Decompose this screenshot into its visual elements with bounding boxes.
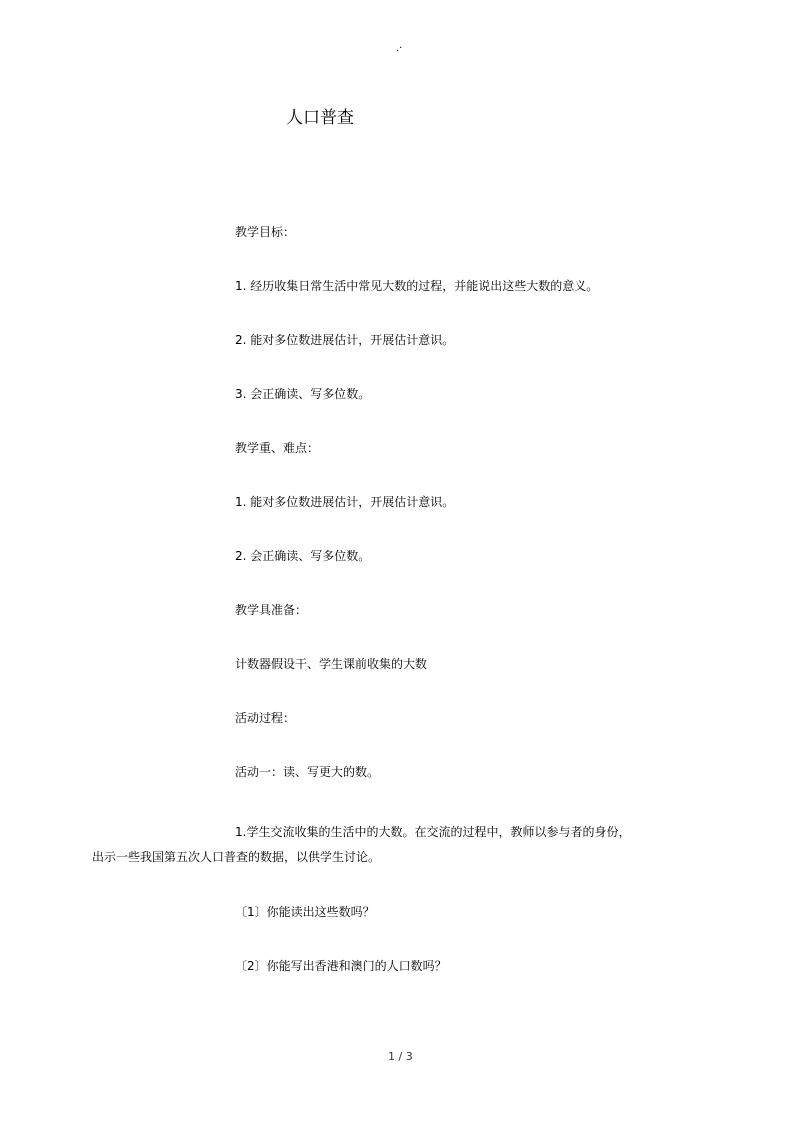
key-point-item: 1. 能对多位数进展估计，开展估计意识。: [235, 495, 455, 509]
key-point-item: 2. 会正确读、写多位数。: [235, 549, 371, 563]
materials-heading: 教学具准备：: [235, 603, 308, 617]
objective-item: 1. 经历收集日常生活中常见大数的过程，并能说出这些大数的意义。: [235, 279, 599, 293]
activity-one-paragraph-line2: 出示一些我国第五次人口普查的数据，以供学生讨论。: [92, 850, 381, 864]
activity-one-heading: 活动一：读、写更大的数。: [235, 765, 380, 779]
question-item: 〔2〕你能写出香港和澳门的人口数吗？: [235, 959, 447, 973]
objective-item: 2. 能对多位数进展估计，开展估计意识。: [235, 333, 455, 347]
page-number: 1 / 3: [388, 1050, 413, 1063]
question-item: 〔1〕你能读出这些数吗？: [235, 905, 375, 919]
header-mark: .·: [396, 43, 403, 54]
objective-item: 3. 会正确读、写多位数。: [235, 387, 371, 401]
materials-text: 计数器假设干、学生课前收集的大数: [235, 657, 428, 671]
document-title: 人口普查: [286, 108, 354, 128]
activity-one-paragraph-line1: 1.学生交流收集的生活中的大数。在交流的过程中，教师以参与者的身份，: [235, 825, 631, 839]
objectives-heading: 教学目标：: [235, 225, 296, 239]
key-points-heading: 教学重、难点：: [235, 441, 320, 455]
process-heading: 活动过程：: [235, 711, 296, 725]
